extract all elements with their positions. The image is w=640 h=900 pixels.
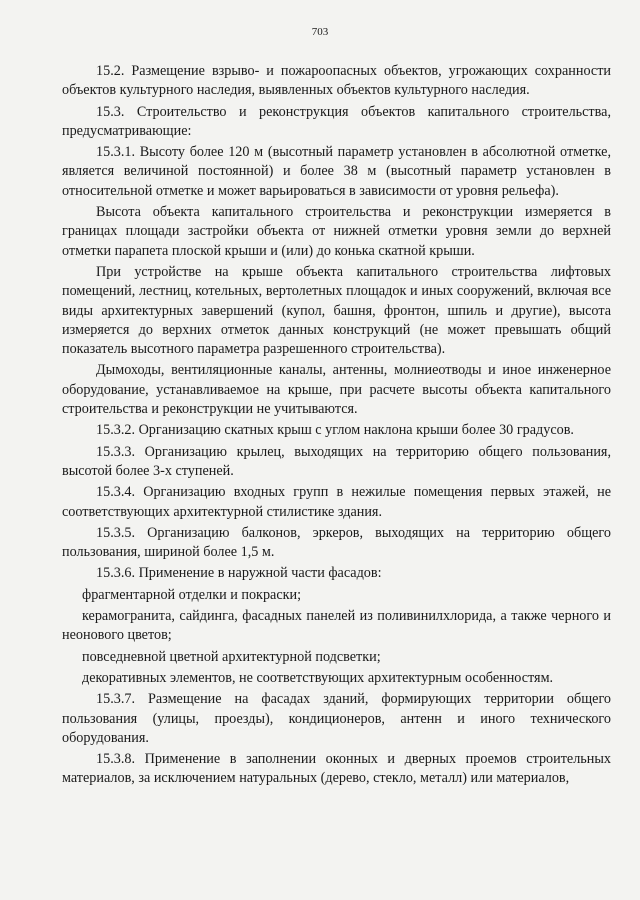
paragraph: 15.3.8. Применение в заполнении оконных и дверных проемов строительных материалов, за исключением натуральных (дерево, стекло, металл) или материалов, (62, 751, 611, 787)
paragraph: 15.3.7. Размещение на фасадах зданий, формирующих территории общего пользования (улицы, проезды), кондиционеров, антенн и иного технического оборудования. (62, 691, 611, 746)
paragraph: 15.2. Размещение взрыво- и пожароопасных объектов, угрожающих сохранности объектов культурного наследия, выявленных объектов культурного наследия. (62, 63, 611, 99)
page-number: 703 (311, 26, 329, 38)
list-item: повседневной цветной архитектурной подсветки; (82, 648, 381, 665)
paragraph: 15.3.6. Применение в наружной части фасадов: (96, 565, 382, 582)
paragraph: 15.3.2. Организацию скатных крыш с углом наклона крыши более 30 градусов. (96, 422, 574, 439)
paragraph: 15.3.4. Организацию входных групп в нежилые помещения первых этажей, не соответствующих архитектурной стилистике здания. (62, 484, 611, 520)
list-item: керамогранита, сайдинга, фасадных панелей из поливинилхлорида, а также черного и неонового цветов; (62, 608, 611, 644)
paragraph: 15.3.5. Организацию балконов, эркеров, выходящих на территорию общего пользования, шириной более 1,5 м. (62, 524, 611, 561)
list-item: декоративных элементов, не соответствующих архитектурным особенностям. (82, 669, 554, 686)
paragraph: 15.3.1. Высоту более 120 м (высотный параметр установлен в абсолютной отметке, является величиной постоянной) и более 38 м (высотный параметр установлен в относительной отметке и может варьироваться в зависимости от уровня рельефа). (62, 144, 611, 199)
paragraph: Высота объекта капитального строительства и реконструкции измеряется в границах площади застройки объекта от нижней отметки уровня земли до верхней отметки парапета плоской крыши и (или) до конька скатной крыши. (62, 204, 611, 259)
list-item: фрагментарной отделки и покраски; (82, 586, 302, 603)
paragraph: 15.3. Строительство и реконструкция объектов капитального строительства, предусматривающие: (62, 103, 611, 139)
document-body (62, 62, 611, 791)
paragraph: При устройстве на крыше объекта капитального строительства лифтовых помещений, лестниц, котельных, вертолетных площадок и иных сооружений, включая все виды архитектурных завершений (купол, башня, фронтон, шпиль и другие), высота измеряется до верхних отметок данных конструкций (не может превышать общий показатель высотного параметра разрешенного строительства). (62, 263, 611, 358)
paragraph: 15.3.3. Организацию крылец, выходящих на территорию общего пользования, высотой более 3-х ступеней. (62, 443, 611, 479)
paragraph: Дымоходы, вентиляционные каналы, антенны, молниеотводы и иное инженерное оборудование, устанавливаемое на крыше, при расчете высоты объекта капитального строительства и реконструкции не учитываются. (62, 362, 611, 418)
